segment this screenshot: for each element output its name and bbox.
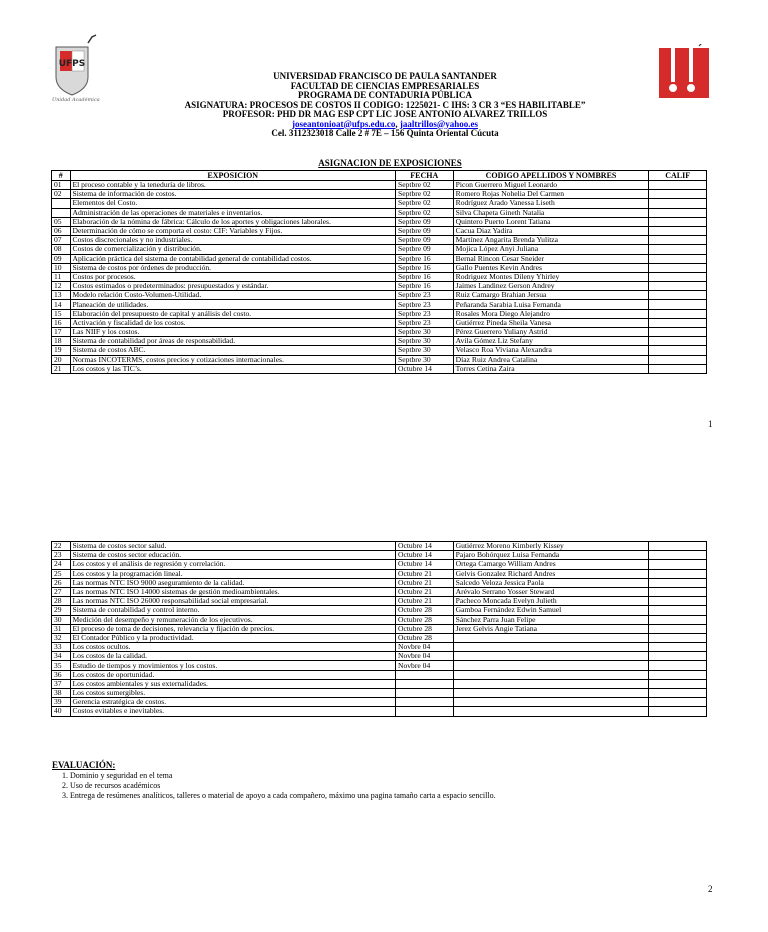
logo-caption: Unidad Académica — [52, 97, 100, 103]
cell-grade — [649, 679, 707, 688]
cell-grade — [649, 245, 707, 254]
document-header — [160, 72, 610, 139]
cell-exposition: Elaboración de la nómina de fábrica: Cálculo de los aportes y obligaciones laborales. — [70, 217, 395, 226]
logo-letters: UFPS — [58, 59, 86, 69]
cell-exposition: El proceso contable y la teneduría de libros. — [70, 181, 395, 190]
cell-names: Rodríguez Arado Vanessa Liseth — [453, 199, 649, 208]
cell-date: Octubre 21 — [395, 578, 453, 587]
cell-names: Gutiérrez Pineda Sheila Vanesa — [453, 318, 649, 327]
cell-names — [453, 652, 649, 661]
cell-date: Septbre 30 — [395, 355, 453, 364]
cell-grade — [649, 272, 707, 281]
cell-grade — [649, 300, 707, 309]
cell-grade — [649, 624, 707, 633]
cell-date: Octubre 28 — [395, 624, 453, 633]
table-row — [52, 245, 707, 254]
cell-grade — [649, 263, 707, 272]
cell-exposition: Aplicación práctica del sistema de contabilidad general de contabilidad costos. — [70, 254, 395, 263]
cell-grade — [649, 670, 707, 679]
col-header-number: # — [52, 171, 71, 181]
table-row — [52, 578, 707, 587]
cell-date: Octubre 28 — [395, 606, 453, 615]
table-row — [52, 254, 707, 263]
cell-number: 31 — [52, 624, 71, 633]
table-row — [52, 652, 707, 661]
cell-grade — [649, 337, 707, 346]
table-row — [52, 560, 707, 569]
cell-grade — [649, 254, 707, 263]
cell-exposition: Planeación de utilidades. — [70, 300, 395, 309]
cell-number: 05 — [52, 217, 71, 226]
cell-date: Novbre 04 — [395, 661, 453, 670]
page-number-2: 2 — [708, 884, 713, 894]
cell-grade — [649, 606, 707, 615]
cell-exposition: Sistema de contabilidad por áreas de responsabilidad. — [70, 337, 395, 346]
cell-exposition: Los costos sumergibles. — [70, 689, 395, 698]
cell-names — [453, 661, 649, 670]
cell-number: 22 — [52, 542, 71, 551]
cell-date: Septbre 30 — [395, 328, 453, 337]
cell-names: Ruiz Camargo Brahian Jersua — [453, 291, 649, 300]
cell-exposition: Las normas NTC ISO 14000 sistemas de gestión medioambientales. — [70, 587, 395, 596]
cell-names: Jerez Gelvis Angie Tatiana — [453, 624, 649, 633]
cell-names: Avila Gómez Liz Stefany — [453, 337, 649, 346]
cell-number: 15 — [52, 309, 71, 318]
cell-date: Septbre 09 — [395, 226, 453, 235]
table-row — [52, 633, 707, 642]
ufps-logo — [48, 33, 108, 105]
table-row — [52, 615, 707, 624]
table-row — [52, 643, 707, 652]
cell-number: 34 — [52, 652, 71, 661]
cell-date — [395, 670, 453, 679]
program-name: PROGRAMA DE CONTADURIA PÚBLICA — [297, 90, 473, 100]
cell-names: Salcedo Veloza Jessica Paola — [453, 578, 649, 587]
cell-date: Octubre 14 — [395, 560, 453, 569]
cell-number: 18 — [52, 337, 71, 346]
cell-date: Octubre 21 — [395, 569, 453, 578]
cell-names — [453, 707, 649, 716]
cell-date: Novbre 04 — [395, 652, 453, 661]
cell-exposition: Sistema de costos sector salud. — [70, 542, 395, 551]
table-row — [52, 689, 707, 698]
table-row — [52, 346, 707, 355]
cell-grade — [649, 291, 707, 300]
table-row — [52, 587, 707, 596]
cell-grade — [649, 181, 707, 190]
cell-grade — [649, 698, 707, 707]
cell-date: Septbre 16 — [395, 254, 453, 263]
cell-date — [395, 689, 453, 698]
cell-grade — [649, 597, 707, 606]
cell-grade — [649, 355, 707, 364]
email-link-1[interactable]: joseantonioat@ufps.edu.co — [291, 118, 396, 129]
cell-grade — [649, 318, 707, 327]
cell-grade — [649, 190, 707, 199]
cell-number: 40 — [52, 707, 71, 716]
cell-number: 29 — [52, 606, 71, 615]
cell-exposition: Los costos de oportunidad. — [70, 670, 395, 679]
cell-number: 20 — [52, 355, 71, 364]
table-row — [52, 337, 707, 346]
cell-grade — [649, 661, 707, 670]
cell-names: Gutiérrez Moreno Kimberly Kissey — [453, 542, 649, 551]
table-row — [52, 236, 707, 245]
table-row — [52, 679, 707, 688]
col-header-grade: CALIF — [649, 171, 707, 181]
cell-names — [453, 643, 649, 652]
cell-exposition: Administración de las operaciones de materiales e inventarios. — [70, 208, 395, 217]
table-row — [52, 364, 707, 373]
table-row — [52, 309, 707, 318]
cell-number: 28 — [52, 597, 71, 606]
cell-number: 26 — [52, 578, 71, 587]
cell-number: 06 — [52, 226, 71, 235]
cell-exposition: Sistema de costos por órdenes de producción. — [70, 263, 395, 272]
cell-date: Septbre 23 — [395, 318, 453, 327]
table-row — [52, 291, 707, 300]
cell-names — [453, 679, 649, 688]
faculty-logo — [655, 44, 713, 100]
cell-exposition: Los costos y el análisis de regresión y correlación. — [70, 560, 395, 569]
cell-names: Velasco Roa Viviana Alexandra — [453, 346, 649, 355]
cell-number: 32 — [52, 633, 71, 642]
cell-exposition: Modelo relación Costo-Volumen-Utilidad. — [70, 291, 395, 300]
cell-exposition: Los costos ocultos. — [70, 643, 395, 652]
cell-grade — [649, 633, 707, 642]
exposition-table-page1 — [51, 170, 707, 374]
cell-exposition: Sistema de costos ABC. — [70, 346, 395, 355]
table-row — [52, 208, 707, 217]
cell-names: Mojica López Anyi Juliana — [453, 245, 649, 254]
table-header-row — [52, 171, 707, 181]
cell-exposition: Los costos ambientales y sus externalidades. — [70, 679, 395, 688]
faculty-name: FACULTAD DE CIENCIAS EMPRESARIALES — [290, 80, 480, 91]
table-row — [52, 606, 707, 615]
cell-names: Pajaro Bohórquez Luisa Fernanda — [453, 551, 649, 560]
cell-number: 25 — [52, 569, 71, 578]
cell-grade — [649, 560, 707, 569]
cell-date — [395, 707, 453, 716]
cell-exposition: Estudio de tiempos y movimientos y los costos. — [70, 661, 395, 670]
cell-exposition: Normas INCOTERMS, costos precios y cotizaciones internacionales. — [70, 355, 395, 364]
cell-exposition: Las normas NTC ISO 9000 aseguramiento de la calidad. — [70, 578, 395, 587]
table-row — [52, 328, 707, 337]
cell-exposition: Costos discrecionales y no industriales. — [70, 236, 395, 245]
cell-number: 08 — [52, 245, 71, 254]
cell-date: Octubre 21 — [395, 597, 453, 606]
cell-date: Septbre 02 — [395, 190, 453, 199]
table-row — [52, 624, 707, 633]
cell-number — [52, 199, 71, 208]
cell-names: Gelvis Gonzalez Richard Andres — [453, 569, 649, 578]
cell-exposition: Elementos del Costo. — [70, 199, 395, 208]
cell-date: Septbre 30 — [395, 346, 453, 355]
cell-grade — [649, 578, 707, 587]
table-row — [52, 263, 707, 272]
cell-grade — [649, 652, 707, 661]
cell-date: Septbre 09 — [395, 217, 453, 226]
cell-number: 10 — [52, 263, 71, 272]
cell-date — [395, 679, 453, 688]
cell-number: 11 — [52, 272, 71, 281]
cell-date: Octubre 21 — [395, 587, 453, 596]
cell-number: 24 — [52, 560, 71, 569]
cell-names: Pacheco Moncada Evelyn Julieth — [453, 597, 649, 606]
cell-number: 33 — [52, 643, 71, 652]
cell-number: 12 — [52, 282, 71, 291]
cell-date — [395, 698, 453, 707]
cell-names: Silva Chapeta Gineth Natalia — [453, 208, 649, 217]
evaluation-item: 3. Entrega de resúmenes analíticos, talleres o material de apoyo a cada compañero, máximo una pagina tamaño carta a espacio sencillo. — [70, 791, 692, 801]
cell-date: Octubre 28 — [395, 633, 453, 642]
cell-names: Sánchez Parra Juan Felipe — [453, 615, 649, 624]
cell-date: Septbre 16 — [395, 282, 453, 291]
cell-date: Novbre 04 — [395, 643, 453, 652]
cell-exposition: Activación y fiscalidad de los costos. — [70, 318, 395, 327]
cell-exposition: Costos estimados o predeterminados: presupuestados y estándar. — [70, 282, 395, 291]
cell-names: Romero Rojas Nohelia Del Carmen — [453, 190, 649, 199]
col-header-names: CODIGO APELLIDOS Y NOMBRES — [453, 171, 649, 181]
university-name: UNIVERSIDAD FRANCISCO DE PAULA SANTANDER — [273, 71, 497, 81]
cell-names: Rodriguez Montes Dileny Yhirley — [453, 272, 649, 281]
cell-date: Septbre 23 — [395, 291, 453, 300]
cell-exposition: Sistema de costos sector educación. — [70, 551, 395, 560]
cell-exposition: Determinación de cómo se comporta el costo: CIF: Variables y Fijos. — [70, 226, 395, 235]
cell-number: 14 — [52, 300, 71, 309]
col-header-date: FECHA — [395, 171, 453, 181]
cell-grade — [649, 346, 707, 355]
cell-date: Septbre 16 — [395, 263, 453, 272]
table-row — [52, 551, 707, 560]
table-row — [52, 707, 707, 716]
table-row — [52, 698, 707, 707]
cell-number: 38 — [52, 689, 71, 698]
table-row — [52, 300, 707, 309]
cell-number: 23 — [52, 551, 71, 560]
cell-names: Ortega Camargo William Andres — [453, 560, 649, 569]
cell-date: Septbre 09 — [395, 245, 453, 254]
cell-grade — [649, 707, 707, 716]
cell-names: Bernal Rincon Cesar Sneider — [453, 254, 649, 263]
cell-number: 19 — [52, 346, 71, 355]
cell-grade — [649, 551, 707, 560]
cell-grade — [649, 569, 707, 578]
cell-number: 21 — [52, 364, 71, 373]
table-row — [52, 217, 707, 226]
cell-names: Díaz Ruiz Andrea Catalina — [453, 355, 649, 364]
cell-grade — [649, 364, 707, 373]
evaluation-title: EVALUACIÓN: — [52, 760, 116, 770]
cell-number: 35 — [52, 661, 71, 670]
cell-exposition: Las NIIF y los costos. — [70, 328, 395, 337]
page-number-1: 1 — [708, 419, 713, 429]
cell-grade — [649, 309, 707, 318]
cell-date: Septbre 16 — [395, 272, 453, 281]
cell-date: Septbre 02 — [395, 199, 453, 208]
cell-names — [453, 689, 649, 698]
cell-date: Octubre 28 — [395, 615, 453, 624]
cell-grade — [649, 615, 707, 624]
cell-grade — [649, 282, 707, 291]
cell-number: 16 — [52, 318, 71, 327]
cell-number: 17 — [52, 328, 71, 337]
cell-grade — [649, 217, 707, 226]
cell-number: 01 — [52, 181, 71, 190]
cell-grade — [649, 643, 707, 652]
cell-names: Arévalo Serrano Yosser Steward — [453, 587, 649, 596]
cell-names: Gamboa Fernández Edwin Samuel — [453, 606, 649, 615]
cell-names: Quintero Puerto Lorent Tatiana — [453, 217, 649, 226]
cell-number — [52, 208, 71, 217]
cell-date: Octubre 14 — [395, 542, 453, 551]
cell-grade — [649, 542, 707, 551]
cell-names: Jaimes Landinez Gerson Andrey — [453, 282, 649, 291]
cell-exposition: Los costos y la programación lineal. — [70, 569, 395, 578]
cell-exposition: Los costos y las TIC’s. — [70, 364, 395, 373]
exposition-table-page2 — [51, 541, 707, 717]
table-row — [52, 542, 707, 551]
table-row — [52, 661, 707, 670]
professor-name: PROFESOR: PHD DR MAG ESP CPT LIC JOSE ANTONIO ALVAREZ TRILLOS — [222, 109, 548, 119]
table-row — [52, 190, 707, 199]
cell-names: Picon Guerrero Miguel Leonardo — [453, 181, 649, 190]
cell-grade — [649, 199, 707, 208]
cell-exposition: Costos por procesos. — [70, 272, 395, 281]
cell-names — [453, 633, 649, 642]
cell-date: Septbre 30 — [395, 337, 453, 346]
table-row — [52, 597, 707, 606]
cell-exposition: El Contador Público y la productividad. — [70, 633, 395, 642]
cell-number: 07 — [52, 236, 71, 245]
table-row — [52, 181, 707, 190]
cell-exposition: Costos evitables e inevitables. — [70, 707, 395, 716]
cell-grade — [649, 208, 707, 217]
contact-info: Cel. 3112323018 Calle 2 # 7E – 156 Quinta Oriental Cúcuta — [271, 128, 499, 138]
table-row — [52, 226, 707, 235]
cell-grade — [649, 236, 707, 245]
cell-exposition: Los costos de la calidad. — [70, 652, 395, 661]
cell-exposition: Costos de comercialización y distribución. — [70, 245, 395, 254]
cell-grade — [649, 328, 707, 337]
evaluation-section — [52, 760, 692, 801]
cell-number: 37 — [52, 679, 71, 688]
cell-names: Cacua Diaz Yadira — [453, 226, 649, 235]
cell-number: 09 — [52, 254, 71, 263]
evaluation-item: 1. Dominio y seguridad en el tema — [70, 771, 692, 781]
cell-grade — [649, 226, 707, 235]
cell-names: Gallo Puentes Kevin Andres — [453, 263, 649, 272]
cell-exposition: Gerencia estratégica de costos. — [70, 698, 395, 707]
email-separator: , — [395, 118, 400, 129]
cell-names: Martínez Angarita Brenda Yulitza — [453, 236, 649, 245]
cell-exposition: Las normas NTC ISO 26000 responsabilidad social empresarial. — [70, 597, 395, 606]
cell-date: Septbre 02 — [395, 208, 453, 217]
cell-grade — [649, 587, 707, 596]
cell-date: Septbre 23 — [395, 309, 453, 318]
cell-date: Septbre 23 — [395, 300, 453, 309]
col-header-exposition: EXPOSICION — [70, 171, 395, 181]
section-title: ASIGNACION DE EXPOSICIONES — [318, 158, 462, 168]
cell-names: Rosales Mora Diego Alejandro — [453, 309, 649, 318]
email-link-2[interactable]: jaaltrillos@yahoo.es — [399, 118, 478, 129]
cell-number: 30 — [52, 615, 71, 624]
cell-grade — [649, 689, 707, 698]
cell-date: Septbre 02 — [395, 181, 453, 190]
cell-date: Octubre 14 — [395, 364, 453, 373]
cell-names — [453, 698, 649, 707]
cell-number: 27 — [52, 587, 71, 596]
cell-names: Pérez Guerrero Yuliany Astrid — [453, 328, 649, 337]
table-row — [52, 318, 707, 327]
course-info: ASIGNATURA: PROCESOS DE COSTOS II CODIGO: 1225021- C IHS: 3 CR 3 “ES HABILITABLE” — [184, 99, 586, 110]
cell-names: Peñaranda Sarabia Luisa Fernanda — [453, 300, 649, 309]
table-row — [52, 199, 707, 208]
cell-exposition: Medición del desempeño y remuneración de los ejecutivos. — [70, 615, 395, 624]
cell-number: 02 — [52, 190, 71, 199]
cell-number: 39 — [52, 698, 71, 707]
cell-date: Octubre 14 — [395, 551, 453, 560]
cell-number: 36 — [52, 670, 71, 679]
cell-exposition: El proceso de toma de decisiones, relevancia y fijación de precios. — [70, 624, 395, 633]
table-row — [52, 272, 707, 281]
cell-names — [453, 670, 649, 679]
cell-exposition: Sistema de información de costos. — [70, 190, 395, 199]
table-row — [52, 282, 707, 291]
table-row — [52, 355, 707, 364]
evaluation-item: 2. Uso de recursos académicos — [70, 781, 692, 791]
table-row — [52, 569, 707, 578]
cell-exposition: Elaboración del presupuesto de capital y análisis del costo. — [70, 309, 395, 318]
cell-date: Septbre 09 — [395, 236, 453, 245]
cell-number: 13 — [52, 291, 71, 300]
cell-names: Torres Cetina Zaira — [453, 364, 649, 373]
table-row — [52, 670, 707, 679]
cell-exposition: Sistema de contabilidad y control interno. — [70, 606, 395, 615]
evaluation-list — [52, 771, 692, 801]
